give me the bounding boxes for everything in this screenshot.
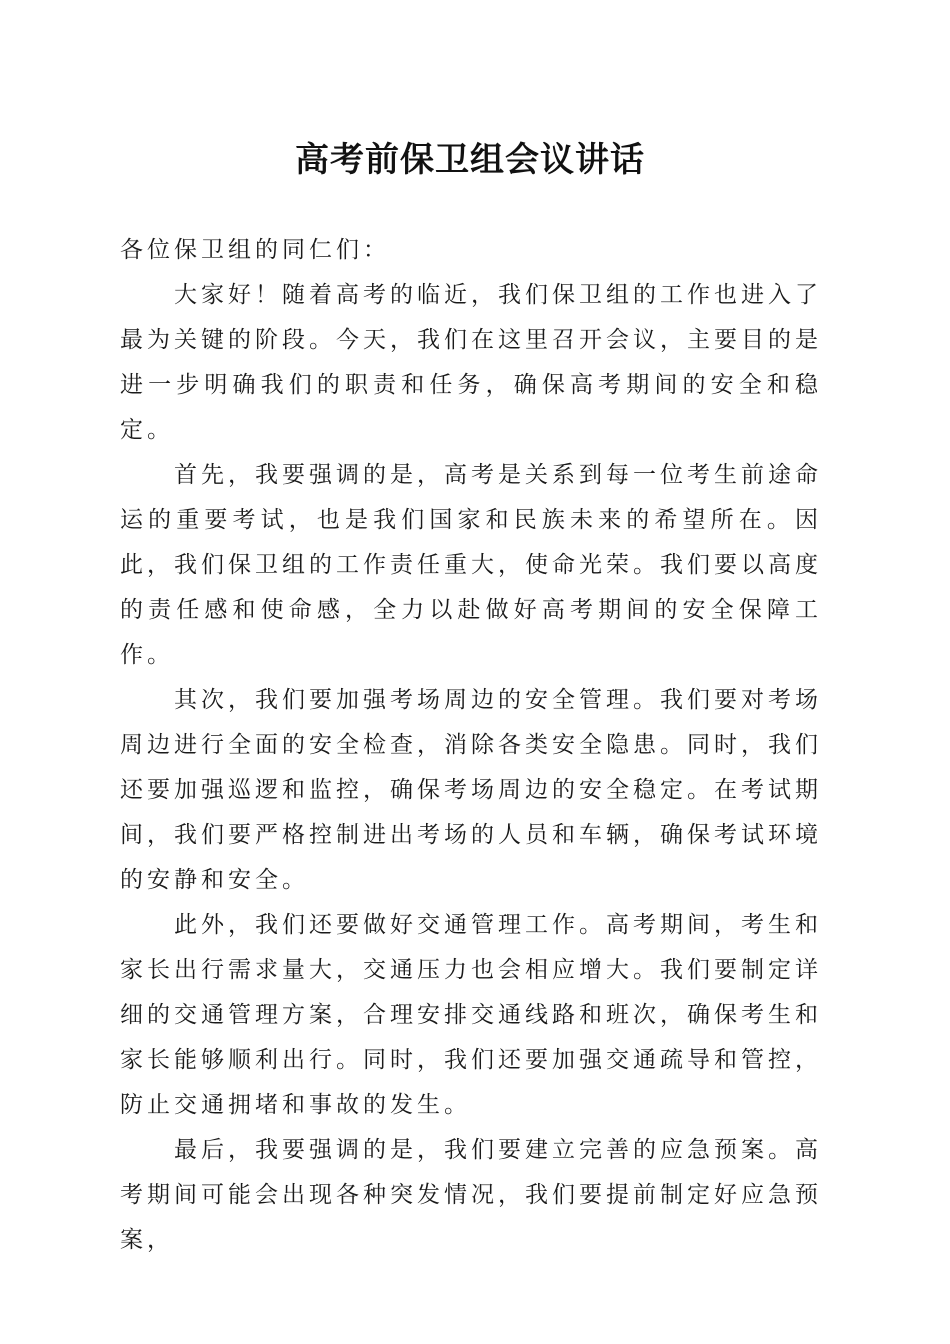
paragraph-2: 首先，我要强调的是，高考是关系到每一位考生前途命运的重要考试，也是我们国家和民族未来的希望所在。因此，我们保卫组的工作责任重大，使命光荣。我们要以高度的责任感和使命感，全力以赴做好高考期间的安全保障工作。 [120,462,822,668]
paragraph-4: 此外，我们还要做好交通管理工作。高考期间，考生和家长出行需求量大，交通压力也会相应增大。我们要制定详细的交通管理方案，合理安排交通线路和班次，确保考生和家长能够顺利出行。同时，我们还要加强交通疏导和管控，防止交通拥堵和事故的发生。 [120,912,822,1118]
paragraph-5: 最后，我要强调的是，我们要建立完善的应急预案。高考期间可能会出现各种突发情况，我们要提前制定好应急预案， [120,1137,822,1253]
paragraph-1: 大家好！随着高考的临近，我们保卫组的工作也进入了最为关键的阶段。今天，我们在这里召开会议，主要目的是进一步明确我们的职责和任务，确保高考期间的安全和稳定。 [120,282,822,443]
paragraph-3: 其次，我们要加强考场周边的安全管理。我们要对考场周边进行全面的安全检查，消除各类安全隐患。同时，我们还要加强巡逻和监控，确保考场周边的安全稳定。在考试期间，我们要严格控制进出考场的人员和车辆，确保考试环境的安静和安全。 [120,687,822,893]
salutation: 各位保卫组的同仁们： [120,237,390,263]
document-title: 高考前保卫组会议讲话 [295,140,645,180]
document-body [120,228,822,1263]
